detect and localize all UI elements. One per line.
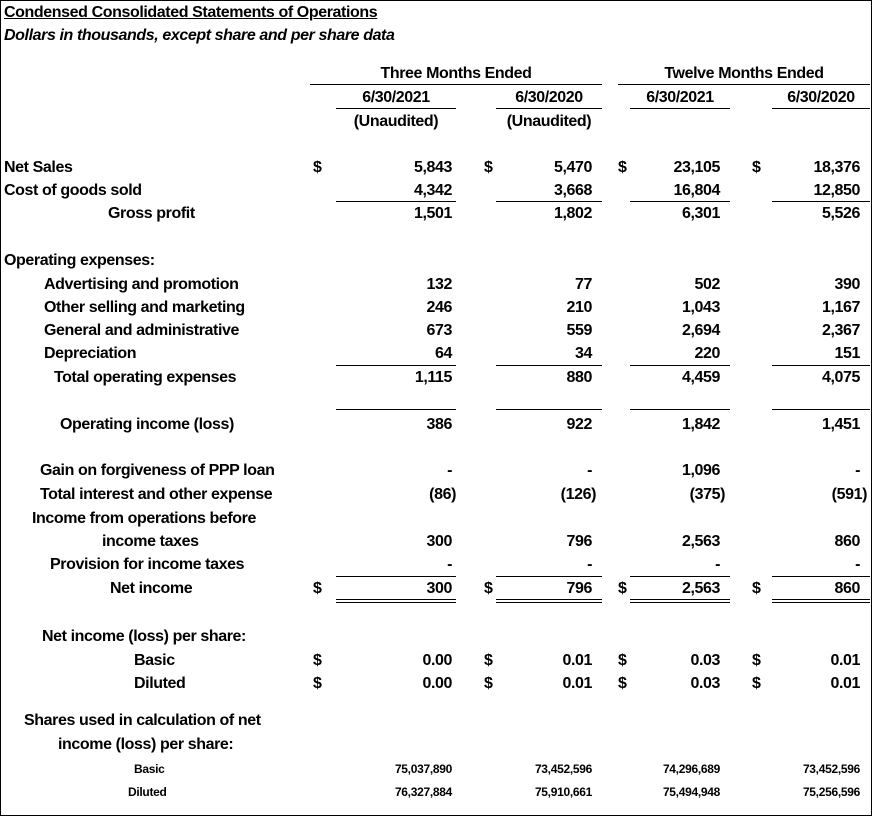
- table-cell: 74,296,689: [662, 762, 720, 776]
- table-cell: 75,494,948: [662, 785, 720, 799]
- divider: [496, 365, 602, 366]
- row-label: Gross profit: [108, 205, 195, 222]
- table-cell: 18,376: [813, 159, 860, 176]
- table-cell: 246: [426, 299, 452, 316]
- divider: [496, 409, 602, 410]
- divider: [336, 409, 456, 410]
- row-label: Net Sales: [4, 159, 73, 176]
- row-label: Cost of goods sold: [4, 182, 142, 199]
- divider: [630, 108, 730, 109]
- divider: [630, 576, 730, 577]
- divider: [336, 599, 456, 600]
- period-header-three-months: Three Months Ended: [380, 65, 532, 82]
- table-cell: 4,459: [681, 369, 720, 386]
- table-cell: 2,694: [681, 322, 720, 339]
- currency-symbol: $: [484, 580, 493, 597]
- table-cell: 0.00: [422, 652, 452, 669]
- divider: [336, 365, 456, 366]
- unaudited-note: (Unaudited): [506, 113, 592, 130]
- table-cell: 2,367: [821, 322, 860, 339]
- table-cell: 132: [426, 276, 452, 293]
- table-cell: 34: [575, 345, 592, 362]
- divider: [496, 576, 602, 577]
- table-cell: 880: [566, 369, 592, 386]
- table-cell: -: [587, 556, 592, 573]
- currency-symbol: $: [484, 159, 493, 176]
- table-cell: 300: [426, 580, 452, 597]
- divider: [772, 599, 870, 600]
- currency-symbol: $: [618, 580, 627, 597]
- currency-symbol: $: [752, 675, 761, 692]
- table-cell: 76,327,884: [394, 785, 452, 799]
- table-cell: 386: [426, 416, 452, 433]
- table-cell: 210: [566, 299, 592, 316]
- table-cell: 1,501: [413, 205, 452, 222]
- divider: [630, 201, 730, 202]
- section-heading: Net income (loss) per share:: [42, 628, 246, 645]
- row-label: Gain on forgiveness of PPP loan: [40, 462, 275, 479]
- currency-symbol: $: [752, 652, 761, 669]
- table-cell: 2,563: [681, 580, 720, 597]
- table-cell: 75,256,596: [802, 785, 860, 799]
- currency-symbol: $: [313, 652, 322, 669]
- table-cell: -: [855, 462, 860, 479]
- row-label: Diluted: [128, 785, 167, 799]
- divider: [310, 84, 602, 85]
- table-cell: 3,668: [553, 182, 592, 199]
- row-label: Provision for income taxes: [50, 556, 245, 573]
- table-cell: 64: [435, 345, 452, 362]
- table-cell: 0.01: [830, 675, 860, 692]
- currency-symbol: $: [752, 159, 761, 176]
- divider: [336, 602, 456, 603]
- table-cell: 860: [834, 533, 860, 550]
- row-label: Advertising and promotion: [44, 276, 239, 293]
- row-label: Income from operations before: [32, 510, 256, 527]
- currency-symbol: $: [313, 159, 322, 176]
- table-cell: 1,167: [821, 299, 860, 316]
- table-cell: 4,075: [821, 369, 860, 386]
- divider: [772, 409, 870, 410]
- table-cell: -: [587, 462, 592, 479]
- table-cell: 0.01: [562, 675, 592, 692]
- divider: [336, 108, 456, 109]
- divider: [630, 602, 730, 603]
- table-cell: 0.03: [690, 675, 720, 692]
- table-cell: 5,526: [821, 205, 860, 222]
- section-heading: income (loss) per share:: [58, 736, 234, 753]
- row-label: Depreciation: [44, 345, 137, 362]
- table-cell: 12,850: [813, 182, 860, 199]
- divider: [772, 108, 870, 109]
- divider: [336, 576, 456, 577]
- table-cell: 1,451: [821, 416, 860, 433]
- divider: [772, 576, 870, 577]
- row-label: Diluted: [134, 675, 186, 692]
- table-cell: 4,342: [413, 182, 452, 199]
- divider: [772, 365, 870, 366]
- divider: [630, 365, 730, 366]
- table-cell: 75,910,661: [534, 785, 592, 799]
- table-cell: 6,301: [681, 205, 720, 222]
- table-cell: -: [447, 556, 452, 573]
- table-cell: 75,037,890: [394, 762, 452, 776]
- table-cell: 151: [834, 345, 860, 362]
- table-cell: 796: [566, 580, 592, 597]
- column-date: 6/30/2020: [787, 89, 855, 106]
- divider: [630, 599, 730, 600]
- divider: [618, 84, 870, 85]
- table-cell: 0.00: [422, 675, 452, 692]
- table-cell: -: [447, 462, 452, 479]
- table-cell: 673: [426, 322, 452, 339]
- table-cell: 23,105: [673, 159, 720, 176]
- table-cell: 502: [694, 276, 720, 293]
- table-cell: -: [855, 556, 860, 573]
- row-label: Operating income (loss): [60, 416, 234, 433]
- row-label: Basic: [134, 652, 175, 669]
- currency-symbol: $: [313, 675, 322, 692]
- statement-title: Condensed Consolidated Statements of Operations: [4, 4, 378, 21]
- table-cell: 922: [566, 416, 592, 433]
- table-cell: -: [715, 556, 720, 573]
- divider: [496, 108, 602, 109]
- unaudited-note: (Unaudited): [353, 113, 439, 130]
- row-label: Other selling and marketing: [44, 299, 245, 316]
- row-label: Total interest and other expense: [40, 486, 273, 503]
- row-label: Net income: [110, 580, 193, 597]
- currency-symbol: $: [313, 580, 322, 597]
- table-cell: 390: [834, 276, 860, 293]
- table-cell: 796: [566, 533, 592, 550]
- divider: [772, 201, 870, 202]
- table-cell: 5,843: [413, 159, 452, 176]
- table-cell: 0.01: [830, 652, 860, 669]
- currency-symbol: $: [618, 652, 627, 669]
- currency-symbol: $: [484, 675, 493, 692]
- table-cell: 860: [834, 580, 860, 597]
- period-header-twelve-months: Twelve Months Ended: [664, 65, 824, 82]
- table-cell: (375): [689, 486, 725, 503]
- table-cell: 1,115: [414, 369, 452, 386]
- currency-symbol: $: [484, 652, 493, 669]
- table-cell: (86): [429, 486, 456, 503]
- table-cell: 73,452,596: [534, 762, 592, 776]
- column-date: 6/30/2021: [646, 89, 714, 106]
- table-cell: 16,804: [673, 182, 720, 199]
- table-cell: 73,452,596: [802, 762, 860, 776]
- section-heading: Shares used in calculation of net: [24, 712, 261, 729]
- table-cell: 1,842: [681, 416, 720, 433]
- table-cell: 2,563: [681, 533, 720, 550]
- divider: [336, 201, 456, 202]
- row-label: Basic: [134, 762, 165, 776]
- divider: [630, 409, 730, 410]
- row-label: income taxes: [102, 533, 199, 550]
- currency-symbol: $: [618, 675, 627, 692]
- currency-symbol: $: [752, 580, 761, 597]
- table-cell: 77: [575, 276, 592, 293]
- table-cell: 220: [694, 345, 720, 362]
- table-cell: (591): [831, 486, 867, 503]
- divider: [772, 602, 870, 603]
- table-cell: 1,096: [681, 462, 720, 479]
- table-cell: 0.01: [562, 652, 592, 669]
- row-label: General and administrative: [44, 322, 240, 339]
- row-label: Total operating expenses: [54, 369, 237, 386]
- table-cell: 0.03: [690, 652, 720, 669]
- table-cell: 1,802: [553, 205, 592, 222]
- divider: [496, 602, 602, 603]
- table-cell: 300: [426, 533, 452, 550]
- column-date: 6/30/2021: [362, 89, 430, 106]
- statement-subtitle: Dollars in thousands, except share and per share data: [4, 27, 395, 44]
- currency-symbol: $: [618, 159, 627, 176]
- divider: [496, 599, 602, 600]
- table-cell: (126): [560, 486, 596, 503]
- table-cell: 5,470: [553, 159, 592, 176]
- table-cell: 559: [566, 322, 592, 339]
- column-date: 6/30/2020: [515, 89, 583, 106]
- table-cell: 1,043: [681, 299, 720, 316]
- section-heading: Operating expenses:: [4, 252, 155, 269]
- divider: [496, 201, 602, 202]
